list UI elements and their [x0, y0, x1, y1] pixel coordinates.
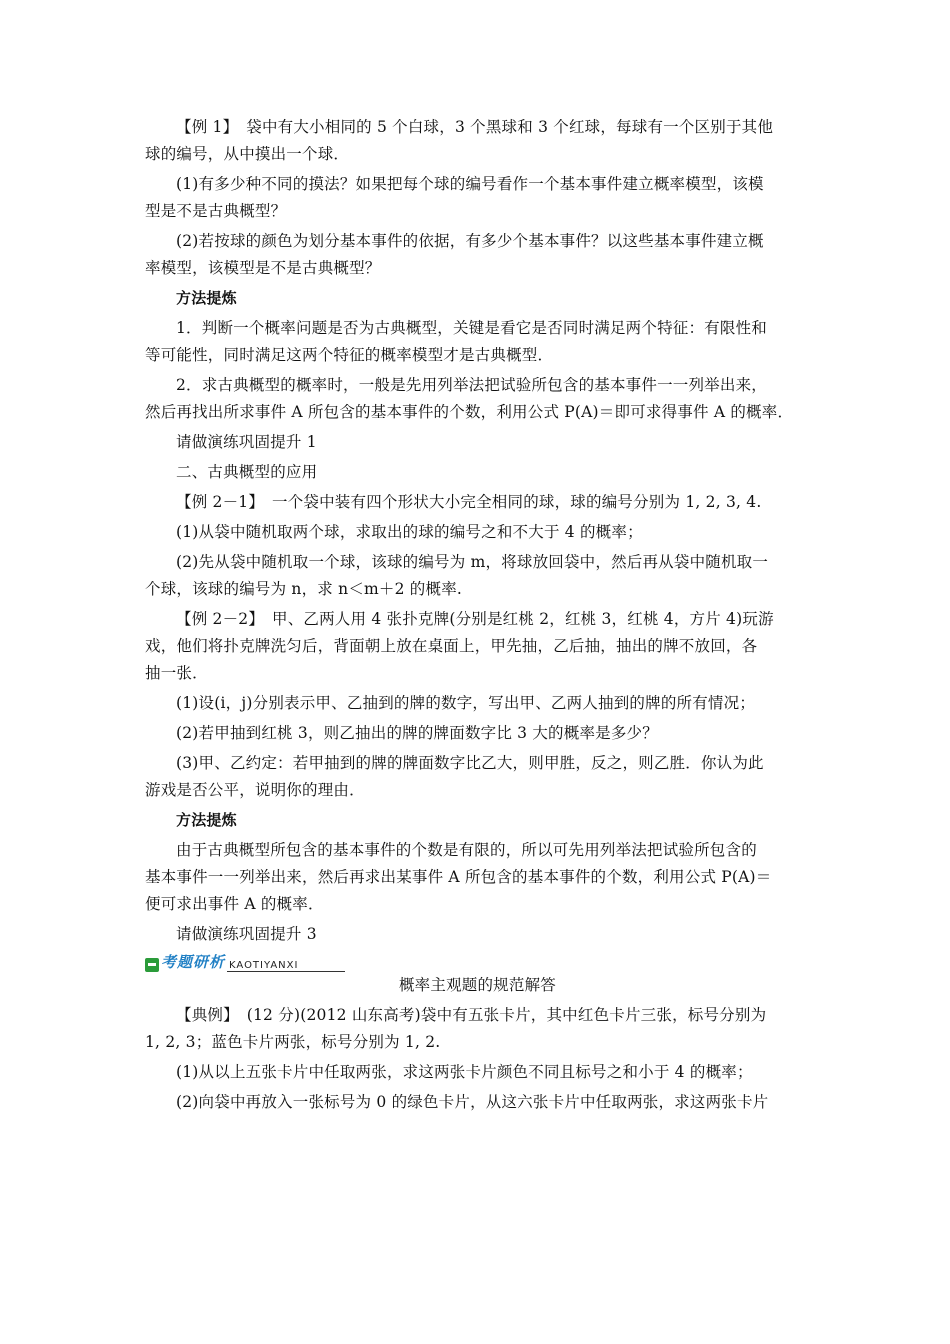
banner-title: 考题研析: [161, 953, 226, 971]
method1-p1-line-1: 1．判断一个概率问题是否为古典概型，关键是看它是否同时满足两个特征：有限性和: [176, 319, 767, 337]
example-2-2-question-1: (1)设(i，j)分别表示甲、乙抽到的牌的数字，写出甲、乙两人抽到的牌的所有情况；: [176, 694, 756, 712]
ex22-line-3: 抽一张．: [145, 664, 208, 682]
example-1: [145, 114, 810, 168]
example-1-question-2: [145, 228, 810, 282]
ex1-q1-line-1: (1)有多少种不同的摸法？如果把每个球的编号看作一个基本事件建立概率模型，该模: [176, 175, 764, 193]
method-2-text: [145, 837, 810, 918]
ex22-line-2: 戏，他们将扑克牌洗匀后，背面朝上放在桌面上，甲先抽，乙后抽，抽出的牌不放回，各: [145, 637, 758, 655]
example-2-2-question-2: (2)若甲抽到红桃 3，则乙抽出的牌的牌面数字比 3 大的概率是多少？: [176, 724, 658, 742]
method2-line-3: 便可求出事件 A 的概率．: [145, 895, 324, 913]
example-1-line-2: 球的编号，从中摸出一个球．: [145, 145, 350, 163]
ex21-q2-line-1: (2)先从袋中随机取一个球，该球的编号为 m，将球放回袋中，然后再从袋中随机取一: [176, 553, 769, 571]
typical-line-2: 1, 2, 3；蓝色卡片两张，标号分别为 1, 2.: [145, 1033, 441, 1051]
practice-note-1: 请做演练巩固提升 1: [176, 433, 317, 451]
practice-note-3: 请做演练巩固提升 3: [176, 925, 317, 943]
typical-question-2: (2)向袋中再放入一张标号为 0 的绿色卡片，从这六张卡片中任取两张，求这两张卡片: [176, 1093, 769, 1111]
banner-subtitle: KAOTIYANXI: [227, 960, 345, 972]
example-2-1-title: 【例 2－1】 一个袋中装有四个形状大小完全相同的球，球的编号分别为 1, 2, 3, 4.: [176, 493, 762, 511]
method-1-point-1: [145, 315, 810, 369]
method1-p2-line-1: 2．求古典概型的概率时，一般是先用列举法把试验所包含的基本事件一一列举出来，: [176, 376, 767, 394]
example-2-2-question-3: [145, 750, 810, 804]
method1-p1-line-2: 等可能性，同时满足这两个特征的概率模型才是古典概型．: [145, 346, 554, 364]
method2-line-1: 由于古典概型所包含的基本事件的个数是有限的，所以可先用列举法把试验所包含的: [176, 841, 757, 859]
ex22-q3-line-2: 游戏是否公平，说明你的理由．: [145, 781, 365, 799]
ex1-q1-line-2: 型是不是古典概型？: [145, 202, 287, 220]
ex22-q3-line-1: (3)甲、乙约定：若甲抽到的牌的牌面数字比乙大，则甲胜，反之，则乙胜．你认为此: [176, 754, 764, 772]
method2-line-2: 基本事件一一列举出来，然后再求出某事件 A 所包含的基本事件的个数，利用公式 P(A)＝: [145, 868, 772, 886]
method-title-2: 方法提炼: [176, 811, 237, 829]
typical-line-1: 【典例】 (12 分)(2012 山东高考)袋中有五张卡片，其中红色卡片三张，标号分别为: [176, 1006, 767, 1024]
ex21-q2-line-2: 个球，该球的编号为 n，求 n＜m＋2 的概率.: [145, 580, 463, 598]
document-page: [145, 114, 810, 1116]
ex1-q2-line-2: 率模型，该模型是不是古典概型？: [145, 259, 381, 277]
example-2-1-question-1: (1)从袋中随机取两个球，求取出的球的编号之和不大于 4 的概率；: [176, 523, 643, 541]
section-subtitle: 概率主观题的规范解答: [398, 976, 556, 994]
exam-analysis-banner: [145, 946, 810, 972]
typical-example: [145, 1002, 810, 1056]
arrow-icon: [145, 958, 159, 972]
method1-p2-line-2: 然后再找出所求事件 A 所包含的基本事件的个数，利用公式 P(A)＝即可求得事件 A 的概率．: [145, 403, 794, 421]
method-1-point-2: [145, 372, 810, 426]
section-heading-2: 二、古典概型的应用: [176, 463, 318, 481]
example-1-question-1: [145, 171, 810, 225]
example-2-2: [145, 606, 810, 687]
example-1-line-1: 【例 1】 袋中有大小相同的 5 个白球，3 个黑球和 3 个红球，每球有一个区别于其他: [176, 118, 774, 136]
ex22-line-1: 【例 2－2】 甲、乙两人用 4 张扑克牌(分别是红桃 2，红桃 3，红桃 4，方片 4)玩游: [176, 610, 774, 628]
typical-question-1: (1)从以上五张卡片中任取两张，求这两张卡片颜色不同且标号之和小于 4 的概率；: [176, 1063, 753, 1081]
method-title-1: 方法提炼: [176, 289, 237, 307]
example-2-1-question-2: [145, 549, 810, 603]
ex1-q2-line-1: (2)若按球的颜色为划分基本事件的依据，有多少个基本事件？以这些基本事件建立概: [176, 232, 764, 250]
